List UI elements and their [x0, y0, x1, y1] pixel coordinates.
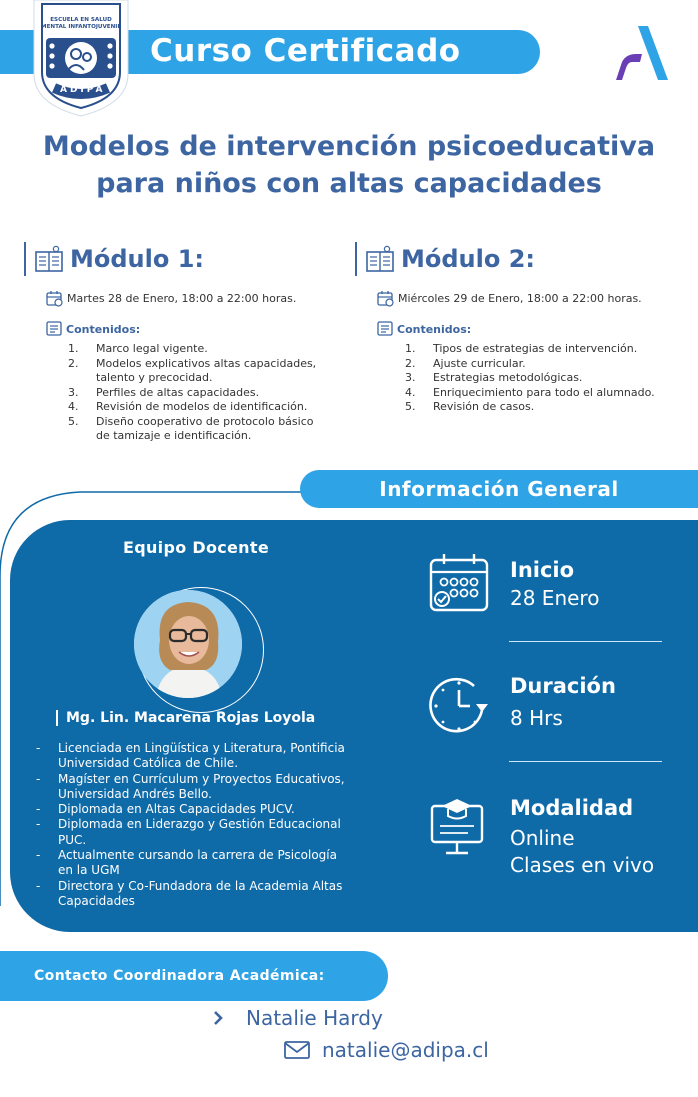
- course-title-line-1: Modelos de intervención psicoeducativa: [42, 131, 656, 162]
- start-label: Inicio: [510, 558, 575, 582]
- list-item: 5. Revisión de casos.: [405, 400, 535, 413]
- list-item: 3. Perfiles de altas capacidades.: [68, 385, 260, 399]
- mail-icon: [284, 1041, 310, 1059]
- calendar-icon: [428, 552, 490, 614]
- start-info: [428, 552, 688, 622]
- list-item: - Diplomada en Liderazgo y Gestión Educacional PUC.: [36, 817, 341, 847]
- clock-icon: [428, 674, 490, 734]
- list-item: 3. Estrategias metodológicas.: [405, 371, 583, 384]
- list-item: - Licenciada en Lingüística y Literatura, Pontificia Universidad Católica de Chile.: [36, 741, 345, 771]
- duration-value: 8 Hrs: [510, 706, 563, 730]
- contact-name: Natalie Hardy: [246, 1006, 383, 1030]
- module-2-date-text: Miércoles 29 de Enero, 18:00 a 22:00 horas.: [398, 292, 642, 305]
- module-2-date: [355, 290, 685, 307]
- course-title-line-2: para niños con altas capacidades: [96, 168, 602, 199]
- avatar: [134, 590, 242, 698]
- contact-title: Contacto Coordinadora Académica:: [0, 951, 388, 1001]
- module-1-contents-text: Contenidos:: [66, 323, 141, 336]
- list-item: 4. Revisión de modelos de identificación.: [68, 400, 308, 413]
- document-icon: [46, 321, 64, 338]
- book-icon: [365, 245, 395, 273]
- list-item: - Diplomada en Altas Capacidades PUCV.: [36, 802, 295, 817]
- module-2-title: Módulo 2:: [401, 245, 536, 273]
- list-item: - Magíster en Currículum y Proyectos Educativos, Universidad Andrés Bello.: [36, 771, 345, 801]
- list-item: 1. Tipos de estrategias de intervención.: [405, 342, 638, 355]
- module-1-topic-list: [24, 342, 344, 444]
- list-item: 2. Ajuste curricular.: [405, 356, 526, 370]
- book-icon: [34, 245, 64, 273]
- calendar-icon: [46, 290, 63, 307]
- module-2-contents-label: [355, 321, 685, 338]
- modality-value-1: Online: [510, 826, 575, 850]
- teacher-name: Mg. Lin. Macarena Rojas Loyola: [56, 710, 315, 726]
- brand-mark-icon: [612, 24, 670, 80]
- list-item: - Directora y Co-Fundadora de la Academia Altas Capacidades: [36, 878, 343, 908]
- teacher-photo: [134, 590, 242, 698]
- calendar-icon: [377, 290, 394, 307]
- info-section-title: Información General: [300, 470, 698, 508]
- online-class-icon: [428, 796, 486, 858]
- list-item: 1. Marco legal vigente.: [68, 342, 208, 355]
- module-1-contents-label: [24, 321, 344, 338]
- module-2-contents-text: Contenidos:: [397, 323, 472, 336]
- list-item: - Actualmente cursando la carrera de Psicología en la UGM: [36, 848, 337, 878]
- modality-label: Modalidad: [510, 796, 634, 820]
- course-title: [0, 128, 698, 202]
- divider: [509, 641, 662, 642]
- modality-info: [428, 796, 688, 880]
- start-value: 28 Enero: [510, 586, 600, 610]
- module-2-header: [355, 242, 685, 276]
- course-badge-text: Curso Certificado: [150, 33, 461, 69]
- module-1-date: [24, 290, 344, 307]
- list-item: 2. Modelos explicativos altas capacidades, talento y precocidad.: [68, 356, 317, 384]
- logo-top-text: ESCUELA EN SALUD MENTAL INFANTOJUVENIL: [41, 17, 121, 30]
- module-1-date-text: Martes 28 de Enero, 18:00 a 22:00 horas.: [67, 292, 297, 305]
- module-2: [355, 242, 685, 415]
- module-2-topic-list: [355, 342, 685, 415]
- contact-email-row[interactable]: [284, 1038, 489, 1062]
- module-1-header: [24, 242, 344, 276]
- document-icon: [377, 321, 395, 338]
- contact-name-row: [212, 1006, 383, 1030]
- list-item: 4. Enriquecimiento para todo el alumnado.: [405, 385, 655, 399]
- chevron-right-icon: [212, 1010, 224, 1026]
- duration-label: Duración: [510, 674, 616, 698]
- team-title: Equipo Docente: [123, 538, 269, 557]
- teacher-cv-list: [36, 741, 376, 909]
- list-item: 5. Diseño cooperativo de protocolo básico de tamizaje e identificación.: [68, 414, 314, 442]
- modality-value-2: Clases en vivo: [510, 853, 655, 877]
- module-1-title: Módulo 1:: [70, 245, 205, 273]
- divider: [509, 761, 662, 762]
- duration-info: [428, 674, 688, 738]
- contact-email[interactable]: natalie@adipa.cl: [322, 1038, 489, 1062]
- logo-brand-text: ADIPA: [60, 85, 106, 95]
- module-1: [24, 242, 344, 444]
